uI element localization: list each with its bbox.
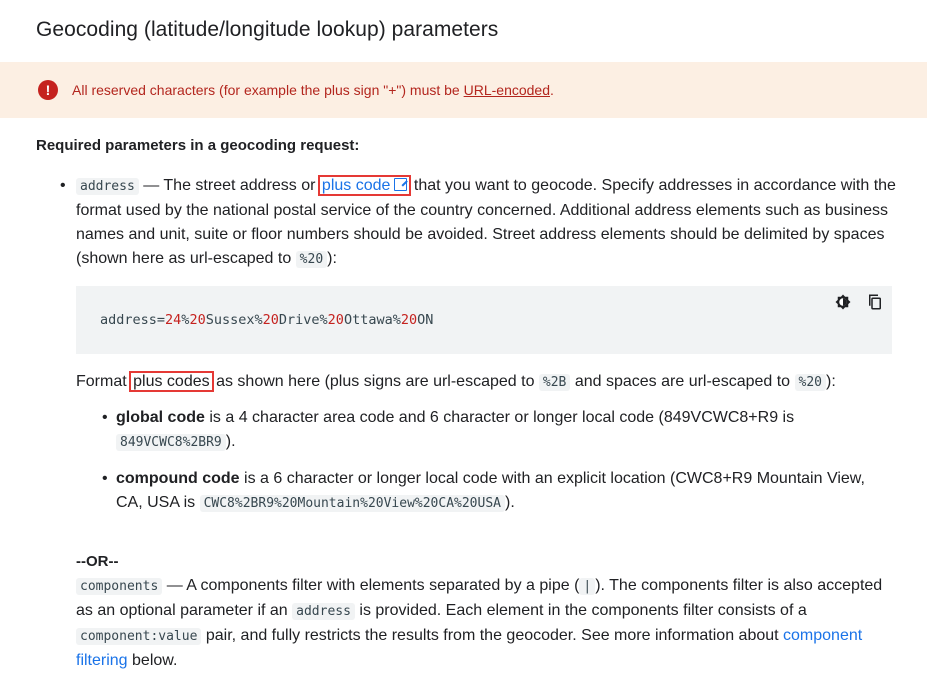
external-link-icon bbox=[394, 178, 407, 191]
copy-icon[interactable] bbox=[866, 293, 884, 311]
exclamation-icon: ! bbox=[38, 80, 58, 100]
compound-code-example: CWC8%2BR9%20Mountain%20View%20CA%20USA bbox=[200, 495, 505, 512]
list-item: • global code is a 4 character area code and 6 character or longer local code (849VCWC8+R9 is 849VCWC8%2BR9 ). bbox=[116, 406, 896, 455]
pipe-code: | bbox=[579, 578, 595, 595]
address-code: address bbox=[76, 178, 139, 195]
or-separator: --OR-- bbox=[76, 553, 119, 570]
bullet-dot: • bbox=[60, 177, 66, 194]
component-value-code: component:value bbox=[76, 628, 201, 645]
plus-code-format-text: Format plus codes as shown here (plus signs are url-escaped to %2B and spaces are url-escaped to %20 ): bbox=[76, 373, 836, 390]
page-title: Geocoding (latitude/longitude lookup) parameters bbox=[36, 18, 499, 41]
components-code: components bbox=[76, 578, 162, 595]
components-param-description: components — A components filter with elements separated by a pipe ( | ). The components filter is also accepted as an optional parameter if an address is provided. Each element in the components filter consists of a component:value pair, and fully restricts the results from the geocoder. See more information about component filtering below. bbox=[76, 577, 883, 669]
address-code-2: address bbox=[292, 603, 355, 620]
global-code-example: 849VCWC8%2BR9 bbox=[116, 434, 226, 451]
bullet-dot: • bbox=[102, 409, 108, 426]
plus-escape-code: %2B bbox=[539, 374, 570, 391]
plus-code-types-list bbox=[102, 406, 896, 528]
code-example-block bbox=[76, 286, 892, 354]
caution-text: All reserved characters (for example the plus sign "+") must be URL-encoded. bbox=[72, 82, 554, 98]
code-tools bbox=[834, 293, 884, 311]
list-item: • compound code is a 6 character or longer local code with an explicit location (CWC8+R9 Mountain View, CA, USA is CWC8%2BR9%20Mountain%20View%20CA%20USA ). bbox=[116, 467, 896, 516]
bullet-dot: • bbox=[102, 470, 108, 487]
url-encoded-link[interactable]: URL-encoded bbox=[463, 82, 550, 98]
address-param-description: address — The street address or plus code that you want to geocode. Specify addresses in accordance with the format used by the national postal service of the country concerned. Additional address elements such as business names and unit, suite or floor numbers should be avoided. Street address elements should be delimited by spaces (shown here as url-escaped to %20 ): bbox=[76, 177, 896, 267]
space-escape-code: %20 bbox=[296, 251, 327, 268]
code-example-line: address=24%20Sussex%20Drive%20Ottawa%20ON bbox=[100, 312, 434, 328]
dark-mode-icon[interactable] bbox=[834, 293, 852, 311]
component-filtering-link[interactable]: component filtering bbox=[76, 627, 863, 669]
plus-codes-highlight: plus codes bbox=[133, 373, 210, 390]
plus-code-link[interactable]: plus code bbox=[320, 177, 410, 194]
required-params-heading: Required parameters in a geocoding request: bbox=[36, 137, 360, 154]
caution-banner bbox=[0, 62, 927, 118]
space-escape-code-2: %20 bbox=[795, 374, 826, 391]
